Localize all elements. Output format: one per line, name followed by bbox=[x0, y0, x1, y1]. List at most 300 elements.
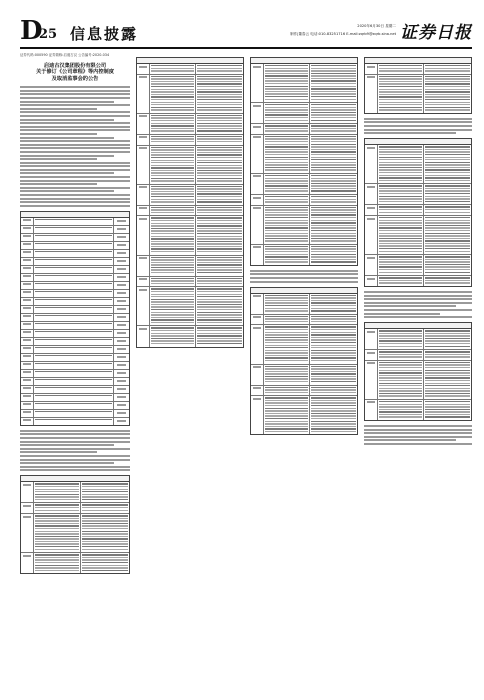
cell-text-line bbox=[151, 86, 195, 87]
cell-text-line bbox=[265, 297, 309, 298]
table-cell bbox=[21, 338, 34, 345]
cell-text-line bbox=[197, 306, 242, 307]
cell-text-line bbox=[253, 327, 261, 329]
table-cell bbox=[21, 394, 34, 401]
cell-text-line bbox=[151, 223, 195, 224]
cell-text-line bbox=[117, 284, 126, 286]
table-cell bbox=[424, 64, 471, 74]
cell-text-line bbox=[265, 199, 309, 200]
text-line bbox=[364, 291, 472, 293]
table-cell bbox=[251, 206, 264, 244]
cell-text-line bbox=[82, 525, 128, 526]
cell-text-line bbox=[35, 510, 80, 511]
cell-text-line bbox=[425, 177, 470, 178]
cell-text-line bbox=[197, 170, 242, 171]
cell-text-line bbox=[82, 536, 128, 537]
cell-text-line bbox=[425, 354, 470, 355]
cell-text-line bbox=[425, 175, 470, 176]
cell-text-line bbox=[311, 342, 356, 343]
cell-text-line bbox=[425, 201, 470, 202]
cell-text-line bbox=[35, 541, 80, 542]
text-line bbox=[20, 433, 130, 435]
cell-text-line bbox=[379, 390, 423, 391]
table-cell bbox=[378, 184, 425, 204]
cell-text-line bbox=[425, 377, 470, 378]
cell-text-line bbox=[35, 387, 112, 388]
table-cell bbox=[196, 185, 243, 205]
cell-text-line bbox=[23, 379, 31, 381]
cell-text-line bbox=[151, 209, 195, 210]
text-line bbox=[364, 443, 472, 445]
table-row bbox=[251, 195, 357, 206]
table-row bbox=[137, 216, 243, 255]
cell-text-line bbox=[151, 162, 195, 163]
cell-text-line bbox=[82, 562, 128, 563]
cell-text-line bbox=[35, 339, 112, 340]
cell-text-line bbox=[197, 123, 242, 124]
cell-text-line bbox=[379, 409, 423, 410]
cell-text-line bbox=[197, 343, 242, 344]
cell-text-line bbox=[265, 402, 309, 403]
cell-text-line bbox=[253, 398, 261, 400]
cell-text-line bbox=[311, 405, 356, 406]
table-row bbox=[21, 553, 129, 573]
cell-text-line bbox=[265, 88, 309, 89]
cell-text-line bbox=[425, 264, 470, 265]
cell-text-line bbox=[197, 141, 242, 142]
table-row bbox=[21, 410, 129, 418]
text-line bbox=[20, 459, 130, 461]
cell-text-line bbox=[425, 188, 470, 189]
table-row bbox=[21, 282, 129, 290]
cell-text-line bbox=[151, 228, 195, 229]
cell-text-line bbox=[425, 167, 470, 168]
cell-text-line bbox=[425, 193, 470, 194]
cell-text-line bbox=[35, 486, 80, 487]
table-cell bbox=[378, 400, 425, 420]
text-line bbox=[20, 137, 114, 139]
cell-text-line bbox=[151, 160, 195, 161]
cell-text-line bbox=[253, 126, 261, 128]
cell-text-line bbox=[23, 283, 31, 285]
cell-text-line bbox=[197, 280, 242, 281]
cell-text-line bbox=[197, 264, 242, 265]
table-cell bbox=[196, 256, 243, 276]
cell-text-line bbox=[379, 404, 423, 405]
cell-text-line bbox=[197, 94, 242, 95]
cell-text-line bbox=[265, 109, 309, 110]
cell-text-line bbox=[311, 251, 356, 252]
announcement-title bbox=[20, 63, 130, 82]
table-cell bbox=[310, 195, 357, 205]
cell-text-line bbox=[425, 96, 470, 97]
cell-text-line bbox=[197, 78, 242, 79]
cell-text-line bbox=[151, 267, 195, 268]
cell-text-line bbox=[265, 96, 309, 97]
table-row bbox=[365, 400, 471, 420]
cell-text-line bbox=[35, 419, 112, 420]
cell-text-line bbox=[379, 217, 423, 218]
table-cell bbox=[34, 338, 114, 345]
cell-text-line bbox=[265, 138, 309, 139]
cell-text-line bbox=[379, 261, 423, 262]
cell-text-line bbox=[379, 164, 423, 165]
cell-text-line bbox=[151, 128, 195, 129]
cell-text-line bbox=[117, 324, 126, 326]
cell-text-line bbox=[151, 322, 195, 323]
cell-text-line bbox=[265, 83, 309, 84]
cell-text-line bbox=[151, 251, 195, 252]
cell-text-line bbox=[151, 99, 195, 100]
table-cell bbox=[150, 326, 197, 346]
cell-text-line bbox=[311, 73, 356, 74]
cell-text-line bbox=[151, 220, 195, 221]
text-line bbox=[364, 309, 472, 311]
cell-text-line bbox=[425, 86, 470, 87]
cell-text-line bbox=[265, 214, 309, 215]
cell-text-line bbox=[265, 80, 309, 81]
cell-text-line bbox=[117, 220, 126, 222]
table-cell bbox=[196, 135, 243, 145]
cell-text-line bbox=[23, 243, 31, 245]
cell-text-line bbox=[151, 199, 195, 200]
cell-text-line bbox=[265, 413, 309, 414]
cell-text-line bbox=[35, 543, 80, 544]
cell-text-line bbox=[425, 259, 470, 260]
table-cell bbox=[365, 276, 378, 286]
cell-text-line bbox=[265, 366, 309, 367]
table-cell bbox=[34, 553, 82, 573]
cell-text-line bbox=[197, 243, 242, 244]
cell-text-line bbox=[379, 256, 423, 257]
amendment-table bbox=[20, 211, 130, 426]
cell-text-line bbox=[311, 99, 356, 100]
cell-text-line bbox=[311, 117, 356, 118]
cell-text-line bbox=[151, 233, 195, 234]
table-cell bbox=[378, 64, 425, 74]
table-cell bbox=[310, 103, 357, 123]
cell-text-line bbox=[425, 107, 470, 108]
cell-text-line bbox=[197, 102, 242, 103]
table-cell bbox=[21, 402, 34, 409]
table-row bbox=[21, 514, 129, 553]
cell-text-line bbox=[379, 193, 423, 194]
table-row bbox=[21, 242, 129, 250]
cell-text-line bbox=[35, 507, 80, 508]
cell-text-line bbox=[311, 199, 356, 200]
cell-text-line bbox=[35, 331, 112, 332]
table-row bbox=[137, 64, 243, 75]
cell-text-line bbox=[35, 494, 80, 495]
table-cell bbox=[34, 410, 114, 417]
cell-text-line bbox=[151, 330, 195, 331]
text-line bbox=[20, 126, 130, 128]
cell-text-line bbox=[35, 235, 112, 236]
cell-text-line bbox=[151, 120, 195, 121]
table-cell bbox=[34, 274, 114, 281]
cell-text-line bbox=[35, 355, 112, 356]
cell-text-line bbox=[379, 266, 423, 267]
cell-text-line bbox=[139, 136, 147, 138]
cell-text-line bbox=[253, 105, 261, 107]
cell-text-line bbox=[197, 319, 242, 320]
cell-text-line bbox=[425, 390, 470, 391]
cell-text-line bbox=[23, 484, 31, 486]
cell-text-line bbox=[265, 157, 309, 158]
cell-text-line bbox=[265, 188, 309, 189]
masthead-logo: 证券日报 bbox=[400, 23, 472, 43]
table-cell bbox=[310, 206, 357, 244]
table-cell bbox=[34, 298, 114, 305]
cell-text-line bbox=[265, 259, 309, 260]
table-cell bbox=[34, 322, 114, 329]
cell-text-line bbox=[151, 319, 195, 320]
cell-text-line bbox=[265, 334, 309, 335]
table-cell bbox=[264, 325, 311, 363]
cell-text-line bbox=[311, 230, 356, 231]
cell-text-line bbox=[117, 348, 126, 350]
cell-text-line bbox=[151, 212, 195, 213]
text-line bbox=[364, 129, 472, 131]
cell-text-line bbox=[82, 546, 128, 547]
cell-text-line bbox=[425, 206, 470, 207]
cell-text-line bbox=[197, 70, 242, 71]
cell-text-line bbox=[151, 241, 195, 242]
cell-text-line bbox=[379, 70, 423, 71]
text-line bbox=[20, 111, 130, 113]
cell-text-line bbox=[265, 149, 309, 150]
cell-text-line bbox=[197, 180, 242, 181]
table-row bbox=[21, 314, 129, 322]
cell-text-line bbox=[379, 167, 423, 168]
text-line bbox=[20, 462, 114, 464]
cell-text-line bbox=[311, 339, 356, 340]
cell-text-line bbox=[82, 520, 128, 521]
cell-text-line bbox=[151, 94, 195, 95]
cell-text-line bbox=[425, 280, 470, 281]
cell-text-line bbox=[311, 162, 356, 163]
table-cell bbox=[424, 400, 471, 420]
table-cell bbox=[264, 294, 311, 314]
table-cell bbox=[114, 410, 129, 417]
cell-text-line bbox=[82, 510, 128, 511]
text-line bbox=[250, 270, 358, 272]
cell-text-line bbox=[379, 109, 423, 110]
cell-text-line bbox=[379, 146, 423, 147]
cell-text-line bbox=[265, 225, 309, 226]
cell-text-line bbox=[197, 89, 242, 90]
cell-text-line bbox=[82, 515, 128, 516]
table-cell bbox=[264, 64, 311, 102]
cell-text-line bbox=[379, 238, 423, 239]
cell-text-line bbox=[197, 186, 242, 187]
text-line bbox=[20, 194, 130, 196]
cell-text-line bbox=[265, 125, 309, 126]
table-cell bbox=[114, 242, 129, 249]
table-cell bbox=[196, 287, 243, 325]
cell-text-line bbox=[379, 383, 423, 384]
cell-text-line bbox=[265, 209, 309, 210]
cell-text-line bbox=[379, 338, 423, 339]
cell-text-line bbox=[311, 75, 356, 76]
cell-text-line bbox=[197, 115, 242, 116]
cell-text-line bbox=[311, 413, 356, 414]
cell-text-line bbox=[117, 308, 126, 310]
table-cell bbox=[137, 185, 150, 205]
cell-text-line bbox=[265, 207, 309, 208]
cell-text-line bbox=[379, 416, 423, 417]
cell-text-line bbox=[311, 357, 356, 358]
cell-text-line bbox=[265, 342, 309, 343]
table-cell bbox=[424, 184, 471, 204]
text-line bbox=[250, 273, 358, 275]
amendment-table bbox=[364, 57, 472, 114]
text-line bbox=[20, 437, 130, 439]
cell-text-line bbox=[311, 154, 356, 155]
text-line bbox=[364, 436, 472, 438]
cell-text-line bbox=[379, 180, 423, 181]
table-cell bbox=[310, 325, 357, 363]
cell-text-line bbox=[151, 259, 195, 260]
cell-text-line bbox=[425, 393, 470, 394]
table-row bbox=[365, 216, 471, 255]
cell-text-line bbox=[35, 363, 112, 364]
cell-text-line bbox=[379, 198, 423, 199]
cell-text-line bbox=[265, 183, 309, 184]
cell-text-line bbox=[311, 183, 356, 184]
cell-text-line bbox=[265, 426, 309, 427]
cell-text-line bbox=[311, 426, 356, 427]
column-1 bbox=[20, 53, 130, 691]
cell-text-line bbox=[82, 523, 128, 524]
text-line bbox=[364, 125, 472, 127]
page-header bbox=[20, 18, 472, 50]
cell-text-line bbox=[265, 185, 309, 186]
cell-text-line bbox=[151, 294, 195, 295]
cell-text-line bbox=[425, 383, 470, 384]
cell-text-line bbox=[311, 86, 356, 87]
table-cell bbox=[21, 346, 34, 353]
cell-text-line bbox=[311, 185, 356, 186]
cell-text-line bbox=[425, 269, 470, 270]
cell-text-line bbox=[265, 339, 309, 340]
table-cell bbox=[114, 250, 129, 257]
cell-text-line bbox=[311, 112, 356, 113]
cell-text-line bbox=[197, 68, 242, 69]
table-row bbox=[137, 326, 243, 346]
table-cell bbox=[34, 386, 114, 393]
table-cell bbox=[21, 418, 34, 425]
cell-text-line bbox=[151, 102, 195, 103]
cell-text-line bbox=[311, 222, 356, 223]
table-row bbox=[365, 361, 471, 400]
cell-text-line bbox=[379, 401, 423, 402]
cell-text-line bbox=[425, 222, 470, 223]
cell-text-line bbox=[151, 186, 195, 187]
table-row bbox=[137, 135, 243, 146]
cell-text-line bbox=[265, 78, 309, 79]
cell-text-line bbox=[151, 278, 195, 279]
table-cell bbox=[150, 75, 197, 113]
table-row bbox=[21, 418, 129, 425]
cell-text-line bbox=[379, 222, 423, 223]
cell-text-line bbox=[311, 151, 356, 152]
cell-text-line bbox=[151, 201, 195, 202]
cell-text-line bbox=[82, 499, 128, 500]
cell-text-line bbox=[379, 362, 423, 363]
cell-text-line bbox=[151, 338, 195, 339]
cell-text-line bbox=[151, 76, 195, 77]
table-cell bbox=[114, 386, 129, 393]
cell-text-line bbox=[425, 385, 470, 386]
cell-text-line bbox=[265, 233, 309, 234]
cell-text-line bbox=[82, 528, 128, 529]
cell-text-line bbox=[367, 257, 375, 259]
table-cell bbox=[424, 216, 471, 254]
cell-text-line bbox=[253, 197, 261, 199]
cell-text-line bbox=[35, 562, 80, 563]
cell-text-line bbox=[151, 149, 195, 150]
cell-text-line bbox=[425, 248, 470, 249]
cell-text-line bbox=[23, 363, 31, 365]
cell-text-line bbox=[253, 136, 261, 138]
cell-text-line bbox=[197, 317, 242, 318]
cell-text-line bbox=[367, 331, 375, 333]
table-cell bbox=[34, 290, 114, 297]
table-cell bbox=[21, 290, 34, 297]
cell-text-line bbox=[379, 169, 423, 170]
cell-text-line bbox=[265, 175, 309, 176]
cell-text-line bbox=[35, 536, 80, 537]
cell-text-line bbox=[379, 248, 423, 249]
cell-text-line bbox=[425, 172, 470, 173]
cell-text-line bbox=[117, 292, 126, 294]
cell-text-line bbox=[265, 373, 309, 374]
cell-text-line bbox=[311, 114, 356, 115]
cell-text-line bbox=[265, 164, 309, 165]
cell-text-line bbox=[311, 355, 356, 356]
text-line bbox=[20, 90, 130, 92]
body-text-block bbox=[364, 291, 472, 318]
cell-text-line bbox=[197, 333, 242, 334]
cell-text-line bbox=[139, 66, 147, 68]
table-cell bbox=[137, 135, 150, 145]
cell-text-line bbox=[151, 340, 195, 341]
table-cell bbox=[365, 400, 378, 420]
cell-text-line bbox=[379, 393, 423, 394]
cell-text-line bbox=[311, 366, 356, 367]
cell-text-line bbox=[197, 175, 242, 176]
table-cell bbox=[114, 330, 129, 337]
cell-text-line bbox=[311, 80, 356, 81]
table-cell bbox=[264, 396, 311, 434]
cell-text-line bbox=[82, 549, 128, 550]
cell-text-line bbox=[197, 246, 242, 247]
cell-text-line bbox=[253, 366, 261, 368]
cell-text-line bbox=[311, 373, 356, 374]
cell-text-line bbox=[151, 175, 195, 176]
cell-text-line bbox=[311, 144, 356, 145]
cell-text-line bbox=[197, 160, 242, 161]
table-cell bbox=[365, 64, 378, 74]
cell-text-line bbox=[117, 276, 126, 278]
column-4 bbox=[364, 53, 472, 691]
cell-text-line bbox=[311, 209, 356, 210]
cell-text-line bbox=[265, 220, 309, 221]
table-cell bbox=[365, 184, 378, 204]
cell-text-line bbox=[379, 235, 423, 236]
table-cell bbox=[34, 282, 114, 289]
